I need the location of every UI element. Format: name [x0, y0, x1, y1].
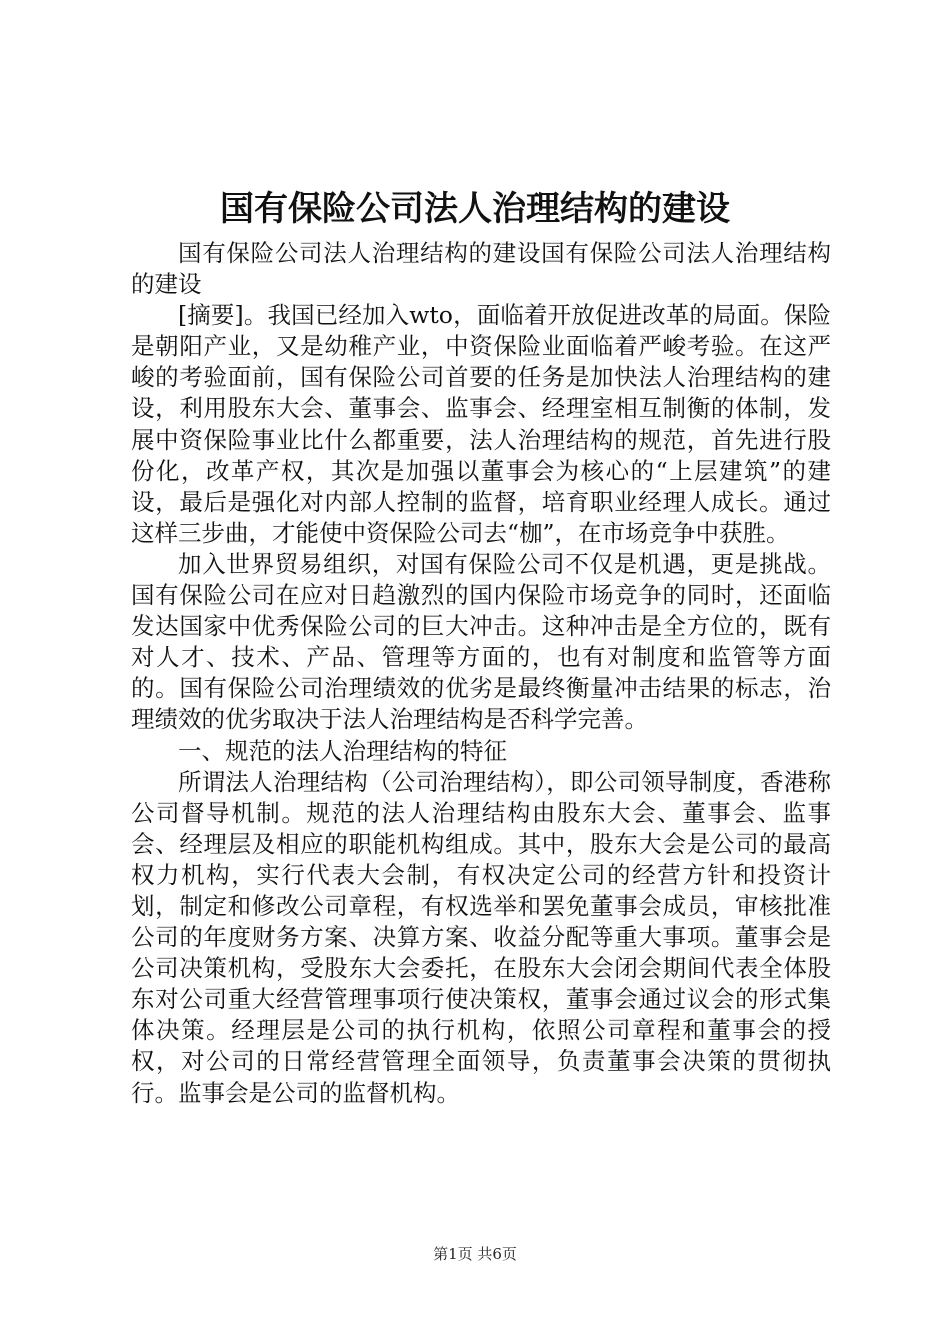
document-body — [131, 238, 831, 1109]
section-heading: 一、规范的法人治理结构的特征 — [178, 736, 507, 765]
page-number: 第1页 — [433, 1245, 473, 1263]
page-footer — [0, 1244, 950, 1264]
document-title: 国有保险公司法人治理结构的建设 — [220, 189, 730, 229]
total-pages: 共6页 — [477, 1245, 517, 1263]
body-paragraph: 所谓法人治理结构（公司治理结构），即公司领导制度，香港称公司督导机制。规范的法人治理结构由股东大会、董事会、监事会、经理层及相应的职能机构组成。其中，股东大会是公司的最高权力机构，实行代表大会制，有权决定公司的经营方针和投资计划，制定和修改公司章程，有权选举和罢免董事会成员，审核批准公司的年度财务方案、决算方案、收益分配等重大事项。董事会是公司决策机构，受股东大会委托，在股东大会闭会期间代表全体股东对公司重大经营管理事项行使决策权，董事会通过议会的形式集体决策。经理层是公司的执行机构，依照公司章程和董事会的授权，对公司的日常经营管理全面领导，负责董事会决策的贯彻执行。监事会是公司的监督机构。 — [131, 767, 831, 1107]
abstract-paragraph: [摘要]。我国已经加入wto，面临着开放促进改革的局面。保险是朝阳产业，又是幼稚产业，中资保险业面临着严峻考验。在这严峻的考验面前，国有保险公司首要的任务是加快法人治理结构的建设，利用股东大会、董事会、监事会、经理室相互制衡的体制，发展中资保险事业比什么都重要，法人治理结构的规范，首先进行股份化，改革产权，其次是加强以董事会为核心的“上层建筑”的建设，最后是强化对内部人控制的监督，培育职业经理人成长。通过这样三步曲，才能使中资保险公司去“枷”，在市场竞争中获胜。 — [131, 301, 831, 547]
body-paragraph: 国有保险公司法人治理结构的建设国有保险公司法人治理结构的建设 — [131, 239, 831, 299]
body-paragraph: 加入世界贸易组织，对国有保险公司不仅是机遇，更是挑战。国有保险公司在应对日趋激烈的国内保险市场竞争的同时，还面临发达国家中优秀保险公司的巨大冲击。这种冲击是全方位的，既有对人才、技术、产品、管理等方面的，也有对制度和监管等方面的。国有保险公司治理绩效的优劣是最终衡量冲击结果的标志，治理绩效的优劣取决于法人治理结构是否科学完善。 — [131, 549, 831, 734]
